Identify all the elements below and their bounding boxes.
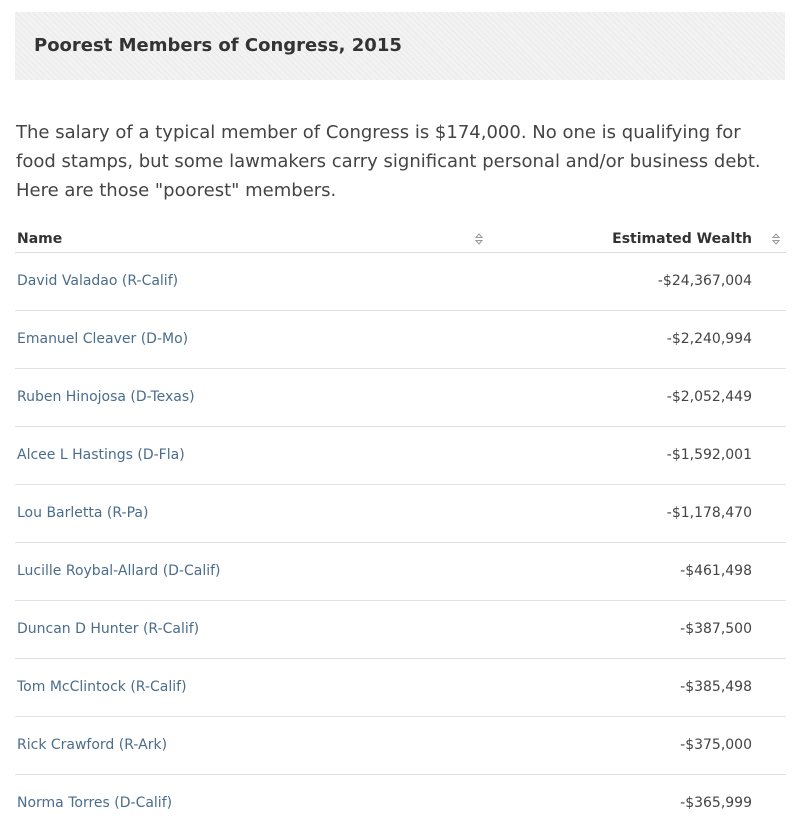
column-header-name[interactable]: Name: [17, 231, 63, 247]
member-name-link[interactable]: Ruben Hinojosa (D-Texas): [17, 389, 195, 405]
title-banner: [15, 12, 785, 80]
estimated-wealth-value: -$461,498: [680, 563, 752, 579]
column-header-wealth[interactable]: Estimated Wealth: [612, 231, 752, 247]
member-name-link[interactable]: Norma Torres (D-Calif): [17, 795, 173, 811]
intro-paragraph: The salary of a typical member of Congress is $174,000. No one is qualifying for food stamps, but some lawmakers carry significant personal and/or business debt. Here are those "poorest" members.: [16, 122, 761, 201]
table-header: [15, 226, 786, 253]
table-row: [15, 369, 786, 427]
member-name-link[interactable]: Lou Barletta (R-Pa): [17, 505, 149, 521]
member-name-link[interactable]: David Valadao (R-Calif): [17, 273, 179, 289]
member-name-link[interactable]: Duncan D Hunter (R-Calif): [17, 621, 200, 637]
page-title: Poorest Members of Congress, 2015: [34, 35, 402, 56]
member-name-link[interactable]: Rick Crawford (R-Ark): [17, 737, 168, 753]
member-name-link[interactable]: Lucille Roybal-Allard (D-Calif): [17, 563, 221, 579]
estimated-wealth-value: -$385,498: [680, 679, 752, 695]
table-body: [15, 253, 786, 818]
sort-arrows-icon[interactable]: [475, 233, 483, 245]
estimated-wealth-value: -$387,500: [680, 621, 752, 637]
estimated-wealth-value: -$365,999: [680, 795, 752, 811]
estimated-wealth-value: -$1,592,001: [666, 447, 752, 463]
member-name-link[interactable]: Tom McClintock (R-Calif): [17, 679, 187, 695]
table-row: [15, 253, 786, 311]
table-row: [15, 311, 786, 369]
sort-arrows-icon[interactable]: [772, 233, 780, 245]
wealth-table: [15, 226, 786, 818]
member-name-link[interactable]: Alcee L Hastings (D-Fla): [17, 447, 185, 463]
table-row: [15, 717, 786, 775]
table-row: [15, 601, 786, 659]
estimated-wealth-value: -$2,240,994: [666, 331, 752, 347]
estimated-wealth-value: -$375,000: [680, 737, 752, 753]
estimated-wealth-value: -$24,367,004: [657, 273, 752, 289]
table-row: [15, 543, 786, 601]
table-row: [15, 485, 786, 543]
table-row: [15, 659, 786, 717]
estimated-wealth-value: -$1,178,470: [666, 505, 752, 521]
table-row: [15, 775, 786, 818]
member-name-link[interactable]: Emanuel Cleaver (D-Mo): [17, 331, 189, 347]
estimated-wealth-value: -$2,052,449: [666, 389, 752, 405]
table-row: [15, 427, 786, 485]
